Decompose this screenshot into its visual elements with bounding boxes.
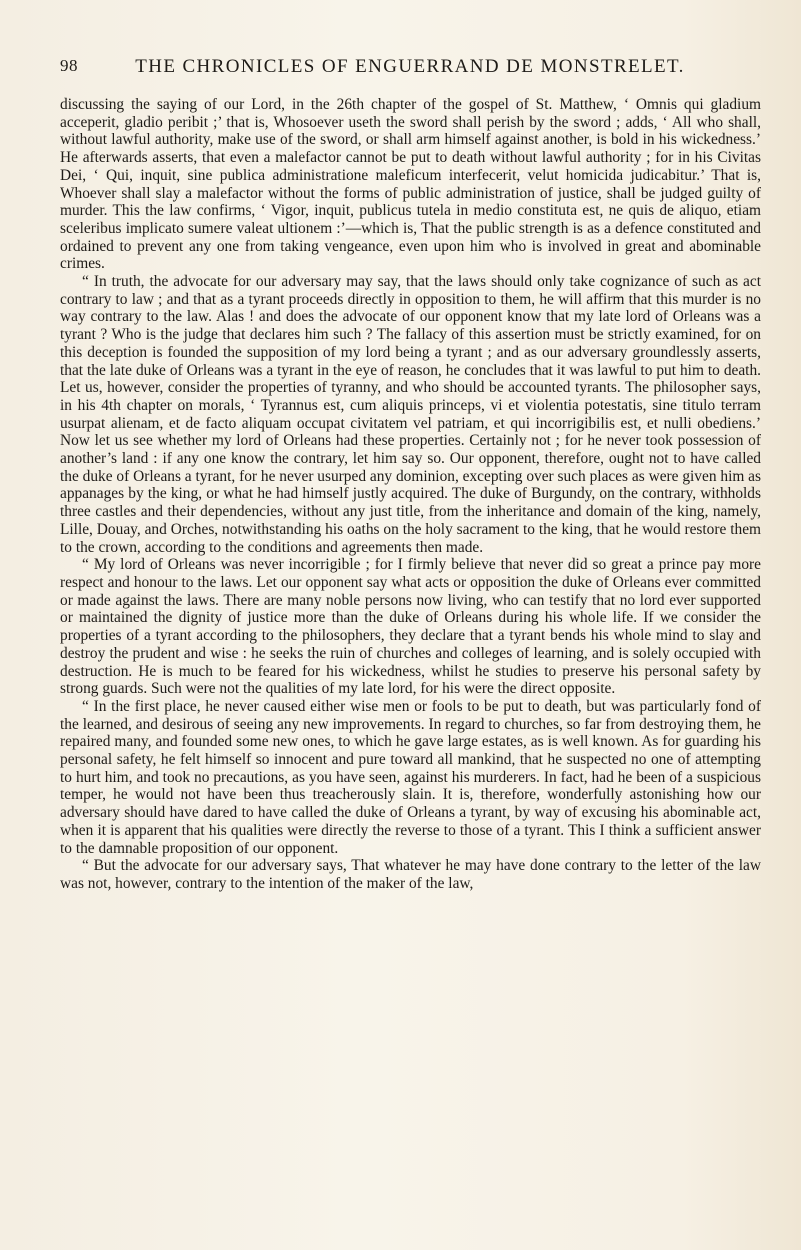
body-text	[60, 96, 761, 893]
page-header	[60, 56, 760, 82]
page-number: 98	[60, 56, 78, 75]
paragraph: “ In truth, the advocate for our adversary may say, that the laws should only take cognizance of such as act contrary to law ; and that as a tyrant proceeds directly in opposition to them, he will affirm that this murder is no way contrary to the law. Alas ! and does the advocate of our opponent know that my late lord of Orleans was a tyrant ? Who is the judge that declares him such ? The fallacy of this assertion must be strictly examined, for on this deception is founded the supposition of my lord being a tyrant ; and as our adversary groundlessly asserts, that the late duke of Orleans was a tyrant in the eye of reason, he concludes that it was lawful to put him to death. Let us, however, consider the properties of tyranny, and who should be accounted tyrants. The philosopher says, in his 4th chapter on morals, ‘ Tyrannus est, cum aliquis princeps, vi et violentia potestatis, sine titulo terram usurpat alienam, et de facto aliquam occupat civitatem vel patriam, et qui incorrigibilis est, et nulli obediens.’ Now let us see whether my lord of Orleans had these properties. Certainly not ; for he never took possession of another’s land : if any one know the contrary, let him say so. Our opponent, therefore, ought not to have called the duke of Orleans a tyrant, for he never usurped any dominion, excepting over such places as were given him as appanages by the king, or what he had himself justly acquired. The duke of Burgundy, on the contrary, withholds three castles and their dependencies, without any just title, from the inheritance and domain of the king, namely, Lille, Douay, and Orches, notwithstanding his oaths on the holy sacrament to the king, that he would restore them to the crown, according to the conditions and agreements then made.	[60, 273, 761, 556]
paragraph: “ In the first place, he never caused either wise men or fools to be put to death, but was particularly fond of the learned, and desirous of seeing any new improvements. In regard to churches, so far from destroying them, he repaired many, and founded some new ones, to which he gave large estates, as is well known. As for guarding his personal safety, he felt himself so innocent and pure toward all mankind, that he suspected no one of attempting to hurt him, and took no precautions, as you have seen, against his murderers. In fact, had he been of a suspicious temper, he would not have been thus treacherously slain. It is, therefore, wonderfully astonishing how our adversary should have dared to have called the duke of Orleans a tyrant, by way of excusing his abominable act, when it is apparent that his qualities were directly the reverse to those of a tyrant. This I think a sufficient answer to the damnable proposition of our opponent.	[60, 697, 761, 857]
paragraph: “ My lord of Orleans was never incorrigible ; for I firmly believe that never did so great a prince pay more respect and honour to the laws. Let our opponent say what acts or opposition the duke of Orleans ever committed or made against the laws. There are many noble persons now living, who can testify that no lord ever supported or maintained the dignity of justice more than the duke of Orleans during his whole life. If we consider the properties of a tyrant according to the philosophers, they declare that a tyrant bends his whole mind to slay and destroy the prudent and wise : he seeks the ruin of churches and colleges of learning, and is solely occupied with destruction. He is much to be feared for his wickedness, whilst he studies to preserve his personal safety by strong guards. Such were not the qualities of my late lord, for his were the direct opposite.	[60, 556, 761, 698]
running-title: THE CHRONICLES OF ENGUERRAND DE MONSTRELET.	[135, 56, 685, 77]
paragraph: “ But the advocate for our adversary says, That whatever he may have done contrary to the letter of the law was not, however, contrary to the intention of the maker of the law,	[60, 857, 761, 892]
paragraph: discussing the saying of our Lord, in the 26th chapter of the gospel of St. Matthew, ‘ Omnis qui gladium acceperit, gladio peribit ;’ that is, Whosoever useth the sword shall perish by the sword ; adds, ‘ All who shall, without lawful authority, make use of the sword, or shall arm himself against another, is bold in his wickedness.’ He afterwards asserts, that even a malefactor cannot be put to death without lawful authority ; for in his Civitas Dei, ‘ Qui, inquit, sine publica administratione maleficum interfecerit, velut homicida judicabitur.’ That is, Whoever shall slay a malefactor without the forms of public administration of justice, shall be judged guilty of murder. This the law confirms, ‘ Vigor, inquit, publicus tutela in medio constituta est, ne quis de aliquo, etiam sceleribus implicato sumere valeat ultionem :’—which is, That the public strength is as a defence constituted and ordained to prevent any one from taking vengeance, even upon him who is involved in great and abominable crimes.	[60, 96, 761, 273]
